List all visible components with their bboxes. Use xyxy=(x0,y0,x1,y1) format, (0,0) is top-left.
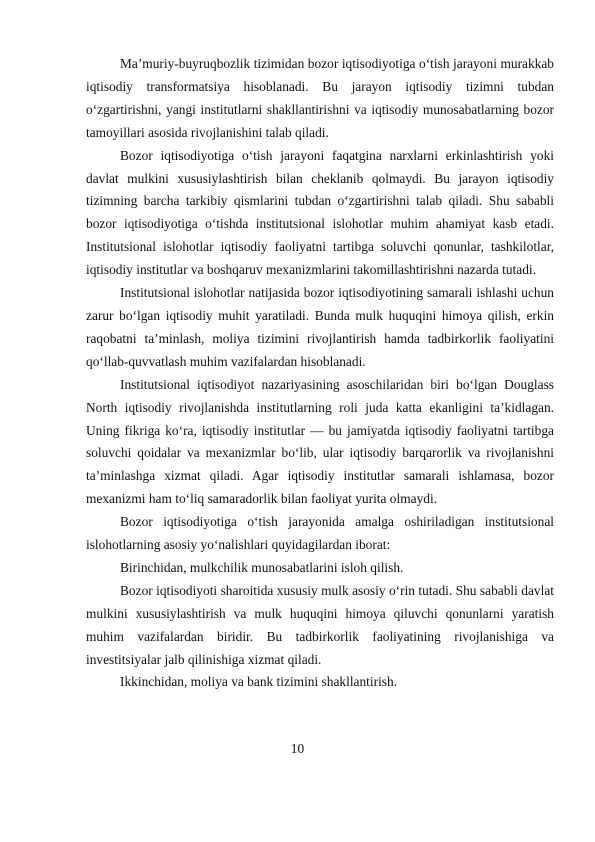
page-number: 10 xyxy=(290,741,305,756)
paragraph-2: Bozor iqtisodiyotiga o‘tish jarayoni faqatgina narxlarni erkinlashtirish yoki davlat mulkini xususiylashtirish bilan cheklanib qolmaydi. Bu jarayon iqtisodiy tizimning barcha tarkibiy qismlarini tubdan o‘zgartirishni talab qiladi. Shu sababli bozor iqtisodiyotiga o‘tishda institutsional islohotlar muhim ahamiyat kasb etadi. Institutsional islohotlar iqtisodiy faoliyatni tartibga soluvchi qonunlar, tashkilotlar, iqtisodiy institutlar va boshqaruv mexanizmlarini takomillashtirishni nazarda tutadi. xyxy=(86,147,554,278)
document-page xyxy=(86,53,554,694)
paragraph-3: Institutsional islohotlar natijasida bozor iqtisodiyotining samarali ishlashi uchun zarur bo‘lgan iqtisodiy muhit yaratiladi. Bunda mulk huquqini himoya qilish, erkin raqobatni ta’minlash, moliya tizimini rivojlantirish hamda tadbirkorlik faoliyatini qo‘llab-quvvatlash muhim vazifalardan hisoblanadi. xyxy=(86,285,554,369)
paragraph-1: Ma’muriy-buyruqbozlik tizimidan bozor iqtisodiyotiga o‘tish jarayoni murakkab iqtisodiy transformatsiya hisoblanadi. Bu jarayon iqtisodiy tizimni tubdan o‘zgartirishni, yangi institutlarni shakllantirishni va iqtisodiy munosabatlarning bozor tamoyillari asosida rivojlanishini talab qiladi. xyxy=(86,56,554,140)
paragraph-5: Bozor iqtisodiyotiga o‘tish jarayonida amalga oshiriladigan institutsional islohotlarning asosiy yo‘nalishlari quyidagilardan iborat: xyxy=(86,514,554,553)
paragraph-4: Institutsional iqtisodiyot nazariyasining asoschilaridan biri bo‘lgan Douglass North iqtisodiy rivojlanishda institutlarning roli juda katta ekanligini ta’kidlagan. Uning fikriga ko‘ra, iqtisodiy institutlar — bu jamiyatda iqtisodiy faoliyatni tartibga soluvchi qoidalar va mexanizmlar bo‘lib, ular iqtisodiy barqarorlik va rivojlanishni ta’minlashga xizmat qiladi. Agar iqtisodiy institutlar samarali ishlamasa, bozor mexanizmi ham to‘liq samaradorlik bilan faoliyat yurita olmaydi. xyxy=(86,376,554,507)
paragraph-8: Ikkinchidan, moliya va bank tizimini shakllantirish. xyxy=(120,674,398,690)
paragraph-7: Bozor iqtisodiyoti sharoitida xususiy mulk asosiy o‘rin tutadi. Shu sababli davlat mulkini xususiylashtirish va mulk huquqini himoya qiluvchi qonunlarni yaratish muhim vazifalardan biridir. Bu tadbirkorlik faoliyatining rivojlanishiga va investitsiyalar jalb qilinishiga xizmat qiladi. xyxy=(86,582,554,667)
paragraph-6: Birinchidan, mulkchilik munosabatlarini isloh qilish. xyxy=(120,559,404,575)
